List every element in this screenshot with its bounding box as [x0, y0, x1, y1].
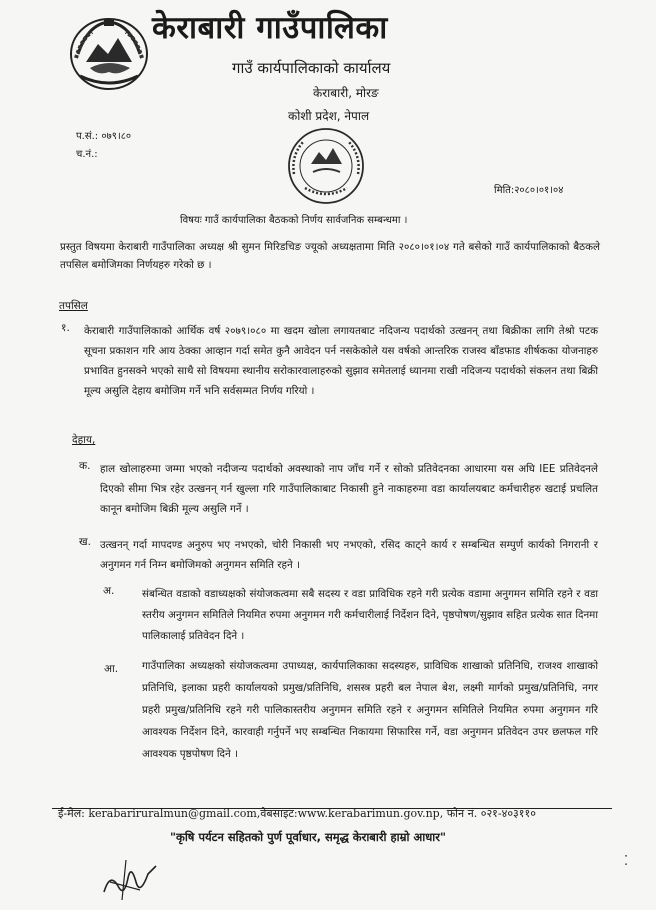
tapsil-heading: तपसिल [59, 300, 88, 312]
address-line-2: कोशी प्रदेश, नेपाल [288, 109, 370, 123]
subitem-aa-number: आ. [104, 663, 119, 675]
footer-contact: ई-मेल: kerabariruralmun@gmail.com,वेबसाइट:www.kerabarimun.gov.np, फोन नं. ०२१-४०३११० [58, 807, 536, 820]
dehay-heading: देहाय, [72, 434, 96, 446]
margin-marks: ⁚ [624, 854, 629, 869]
handwritten-signature-icon [100, 852, 160, 902]
item-kha-text: उत्खनन् गर्दा मापदण्ड अनुरुप भए नभएको, चोरी निकासी भए नभएको, रसिद काट्ने कार्य र सम्बन्धित सम्पुर्ण कार्यको निगरानी र अनुगमन गर्न निम्न बमोजिमको अनुगमन समिति रहने । [100, 539, 598, 571]
office-name: गाउँ कार्यपालिकाको कार्यालय [232, 59, 391, 77]
dispatch-number: च.नं.: [76, 149, 98, 160]
office-seal-icon [285, 126, 367, 206]
municipality-title: केराबारी गाउँपालिका [152, 10, 388, 46]
subitem-a-number: अ. [103, 585, 115, 597]
item-1-text: केराबारी गाउँपालिकाको आर्थिक वर्ष २०७९।०८० मा खदम खोला लगायतबाट नदिजन्य पदार्थको उत्खनन् तथा बिक्रीका लागि तेश्रो पटक सूचना प्रकाशन गरि आय ठेक्का आव्हान गर्दा समेत कुनै आवेदन पर्न नसकेकोले यस वर्षको आन्तरिक राजस्व बाँडफाड शीर्षकका योजनाहरु प्रभावित हुनसक्ने भएको साथै सो विषयमा स्थानीय सरोकारवालाहरुको सुझाव समेतलाई ध्यानमा राखी नदिजन्य पदार्थको संकलन तथा बिक्री मूल्य असुलि देहाय बमोजिम गर्ने भनि सर्वसम्मत निर्णय गरियो । [84, 325, 598, 397]
address-line-1: केराबारी, मोरङ [313, 86, 379, 100]
letter-subject: विषयः गाउँ कार्यपालिका बैठकको निर्णय सार्वजनिक सम्बन्धमा । [180, 215, 408, 226]
item-1-number: १. [61, 322, 70, 334]
subitem-aa-text: गाउँपालिका अध्यक्षको संयोजकत्वमा उपाध्यक्ष, कार्यपालिकाका सदस्यहरु, प्राविधिक शाखाको प्रतिनिधि, राजश्व शाखाको प्रतिनिधि, इलाका प्रहरी कार्यालयको प्रमुख/प्रतिनिधि, शसस्त्र प्रहरी बल नेपाल बेश, लक्ष्मी मार्गको प्रमुख/प्रतिनिधि, नगर प्रहरी प्रमुख/प्रतिनिधि रहने गरी पालिकास्तरीय अनुगमन समिति रहने र अनुगमन समितिले नियमित रुपमा अनुगमन गरि आवश्यक निर्देशन दिने, कारवाही गर्नुपर्ने भए सम्बन्धित निकायमा सिफारिस गर्ने, वडा अनुगमन प्रतिवेदन उपर छलफल गरि आवश्यक पृष्ठपोषण दिने । [142, 660, 598, 760]
subitem-a-text: संबन्धित वडाको वडाध्यक्षको संयोजकत्वमा सबै सदस्य र वडा प्राविधिक रहने गरी प्रत्येक वडामा अनुगमन समिति रहने र वडा स्तरीय अनुगमन समितिले नियमित रुपमा अनुगमन गरी कर्मचारीलाई निर्देशन दिने, पृष्ठपोषण/सुझाव सहित प्रत्येक सात दिनमा पालिकालाई प्रतिवेदन दिने । [142, 588, 598, 642]
footer-slogan: "कृषि पर्यटन सहितको पुर्ण पूर्वाधार, समृद्ध केराबारी हाम्रो आधार" [170, 830, 446, 844]
nepal-emblem-icon [68, 14, 150, 92]
intro-paragraph: प्रस्तुत विषयमा केराबारी गाउँपालिका अध्यक्ष श्री सुमन मिरिडचिङ ज्यूको अध्यक्षतामा मिति २०८०।०१।०४ गते बसेको गाउँ कार्यपालिकाको बैठकले तपसिल बमोजिमका निर्णयहरु गरेको छ । [60, 241, 600, 271]
reference-number: प.सं.: ०७९।८० [76, 131, 132, 142]
item-kha-number: ख. [79, 536, 91, 548]
letter-date: मिति:२०८०।०१।०४ [494, 185, 564, 196]
item-ka-number: क. [79, 460, 91, 472]
item-ka-text: हाल खोलाहरुमा जम्मा भएको नदीजन्य पदार्थको अवस्थाको नाप जाँच गर्ने र सोको प्रतिवेदनका आधारमा यस अघि IEE प्रतिवेदनले दिएको सीमा भित्र रहेर उत्खनन् गर्न खुल्ला गरि गाउँपालिकाबाट निकासी हुने नाकाहरुमा वडा कार्यालयबाट कर्मचारीहरु खटाई प्रचलित कानून बमोजिम बिक्री मूल्य असुलि गर्ने । [100, 463, 598, 515]
